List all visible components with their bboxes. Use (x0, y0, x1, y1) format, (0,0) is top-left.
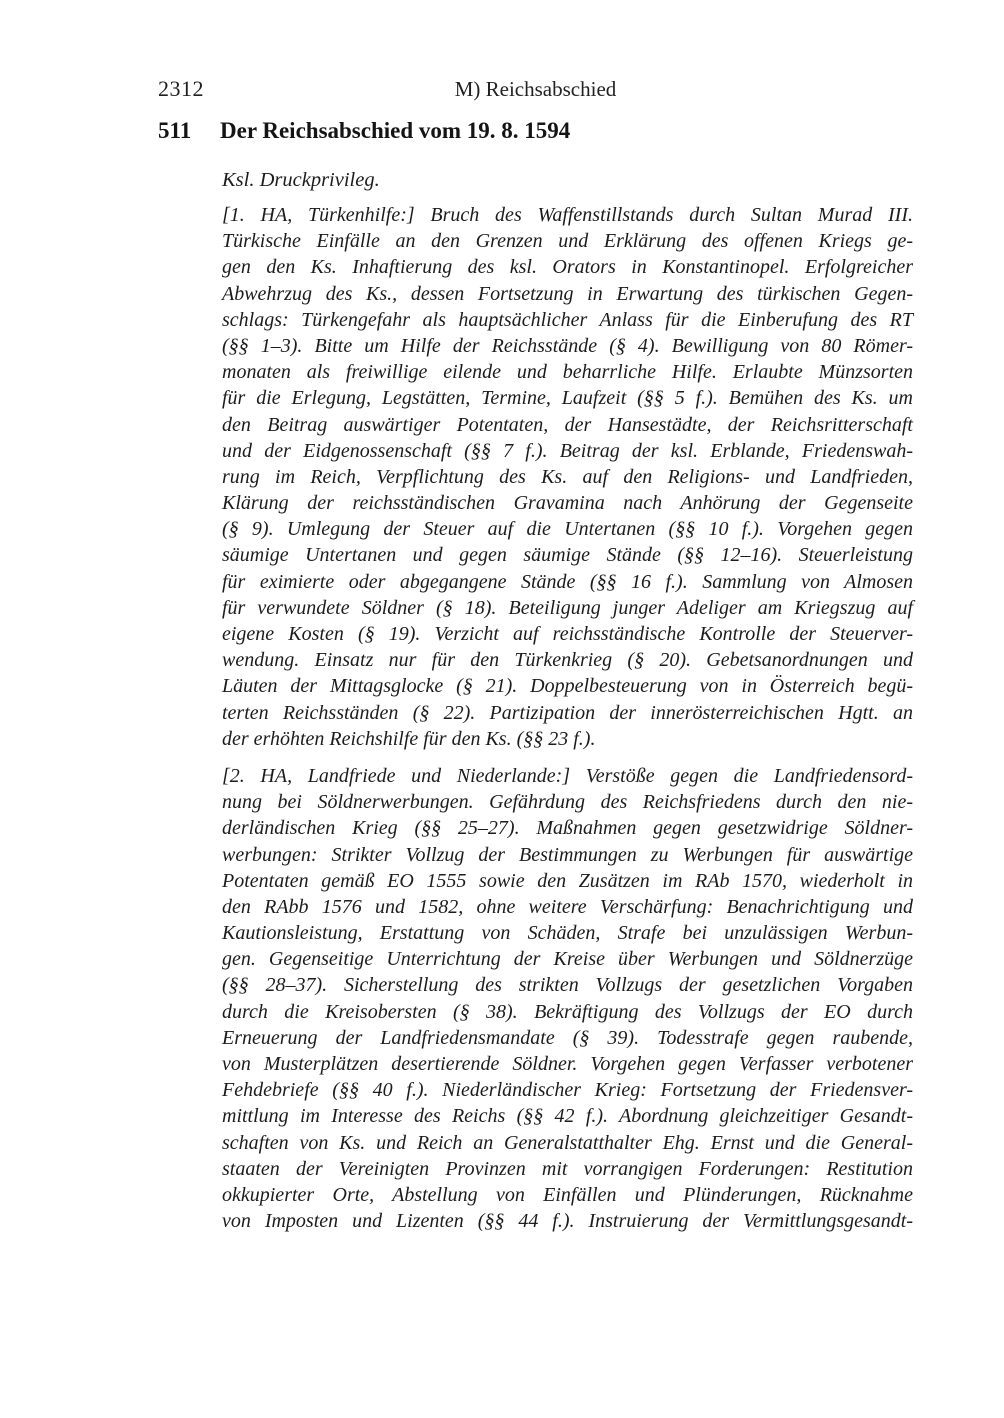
running-header-title: M) Reichsabschied (454, 77, 617, 101)
text-line: von Musterplätzen desertierende Söldner. Vorgehen gegen Verfasser verbotener (222, 1053, 913, 1075)
text-line: den RAbb 1576 und 1582, ohne weitere Verschärfung: Benachrichtigung und (222, 895, 913, 918)
text-line: Abwehrzug des Ks., dessen Fortsetzung in Erwartung des türkischen Gegen- (222, 282, 913, 305)
text-line: Fehdebriefe (§§ 40 f.). Niederländischer Krieg: Fortsetzung der Friedensver- (222, 1079, 913, 1102)
text-line: [2. HA, Landfriede und Niederlande:] Verstöße gegen die Landfriedensord- (222, 764, 913, 787)
paragraph (222, 763, 913, 1234)
entry-heading (158, 118, 913, 144)
text-line: für verwundete Söldner (§ 18). Beteiligung junger Adeliger am Kriegszug auf (222, 596, 913, 619)
text-line: Läuten der Mittagsglocke (§ 21). Doppelbesteuerung von in Österreich begü- (222, 675, 913, 698)
text-line: rung im Reich, Verpflichtung des Ks. auf den Religions- und Landfrieden, (222, 465, 913, 488)
entry-subtitle-privilege-note: Ksl. Druckprivileg. (222, 169, 380, 191)
text-line: gen. Gegenseitige Unterrichtung der Kreise über Werbungen und Söldnerzüge (222, 948, 913, 971)
text-line: den Beitrag auswärtiger Potentaten, der Hansestädte, der Reichsritterschaft (222, 413, 913, 436)
entry-number: 511 (158, 118, 192, 143)
text-line: (§ 9). Umlegung der Steuer auf die Untertanen (§§ 10 f.). Vorgehen gegen (222, 518, 913, 541)
text-line: (§§ 28–37). Sicherstellung des strikten Vollzugs der gesetzlichen Vorgaben (222, 974, 913, 997)
text-line: Kautionsleistung, Erstattung von Schäden, Strafe bei unzulässigen Werbun- (222, 922, 913, 945)
text-line: gen den Ks. Inhaftierung des ksl. Orators in Konstantinopel. Erfolgreicher (222, 256, 913, 279)
text-line: wendung. Einsatz nur für den Türkenkrieg (§ 20). Gebetsanordnungen und (222, 649, 913, 672)
text-line: für die Erlegung, Legstätten, Termine, Laufzeit (§§ 5 f.). Bemühen des Ks. um (222, 387, 913, 410)
text-line: für eximierte oder abgegangene Stände (§§ 16 f.). Sammlung von Almosen (222, 570, 913, 593)
text-line: (§§ 1–3). Bitte um Hilfe der Reichsstände (§ 4). Bewilligung von 80 Römer- (222, 334, 913, 357)
text-line: durch die Kreisobersten (§ 38). Bekräftigung des Vollzugs der EO durch (222, 1000, 913, 1023)
text-line: Klärung der reichsständischen Gravamina nach Anhörung der Gegenseite (222, 492, 913, 515)
text-line: mittlung im Interesse des Reichs (§§ 42 f.). Abordnung gleichzeitiger Gesandt- (222, 1105, 913, 1128)
text-line: von Imposten und Lizenten (§§ 44 f.). Instruierung der Vermittlungsgesandt- (222, 1210, 913, 1233)
text-line: Potentaten gemäß EO 1555 sowie den Zusätzen im RAb 1570, wiederholt in (222, 869, 913, 892)
text-line: terten Reichsständen (§ 22). Partizipation der innerösterreichischen Hgtt. an (222, 701, 913, 724)
text-line: monaten als freiwillige eilende und beharrliche Hilfe. Erlaubte Münzsorten (222, 361, 913, 384)
text-line: Erneuerung der Landfriedensmandate (§ 39). Todesstrafe gegen raubende, (222, 1026, 913, 1049)
text-line: Türkische Einfälle an den Grenzen und Erklärung des offenen Kriegs ge- (222, 230, 913, 253)
text-line: derländischen Krieg (§§ 25–27). Maßnahmen gegen gesetzwidrige Söldner- (222, 817, 913, 840)
entry-title: Der Reichsabschied vom 19. 8. 1594 (220, 118, 571, 143)
text-line: schaften von Ks. und Reich an Generalstatthalter Ehg. Ernst und die General- (222, 1131, 913, 1154)
summary-text-block (222, 202, 913, 1245)
text-line: okkupierter Orte, Abstellung von Einfällen und Plünderungen, Rücknahme (222, 1183, 913, 1206)
text-line: [1. HA, Türkenhilfe:] Bruch des Waffenstillstands durch Sultan Murad III. (222, 204, 913, 226)
text-line: der erhöhten Reichshilfe für den Ks. (§§ 23 f.). (222, 727, 596, 750)
text-line: staaten der Vereinigten Provinzen mit vorrangigen Forderungen: Restitution (222, 1157, 913, 1180)
text-line: werbungen: Strikter Vollzug der Bestimmungen zu Werbungen für auswärtige (222, 843, 913, 866)
text-line: schlags: Türkengefahr als hauptsächlicher Anlass für die Einberufung des RT (222, 308, 913, 331)
paragraph (222, 202, 913, 752)
text-line: und der Eidgenossenschaft (§§ 7 f.). Beitrag der ksl. Erblande, Friedenswah- (222, 439, 913, 462)
text-line: nung bei Söldnerwerbungen. Gefährdung des Reichsfriedens durch den nie- (222, 791, 913, 814)
text-line: eigene Kosten (§ 19). Verzicht auf reichsständische Kontrolle der Steuerver- (222, 623, 913, 645)
running-head (158, 76, 913, 104)
page-number: 2312 (158, 76, 204, 101)
text-line: säumige Untertanen und gegen säumige Stände (§§ 12–16). Steuerleistung (222, 544, 913, 567)
